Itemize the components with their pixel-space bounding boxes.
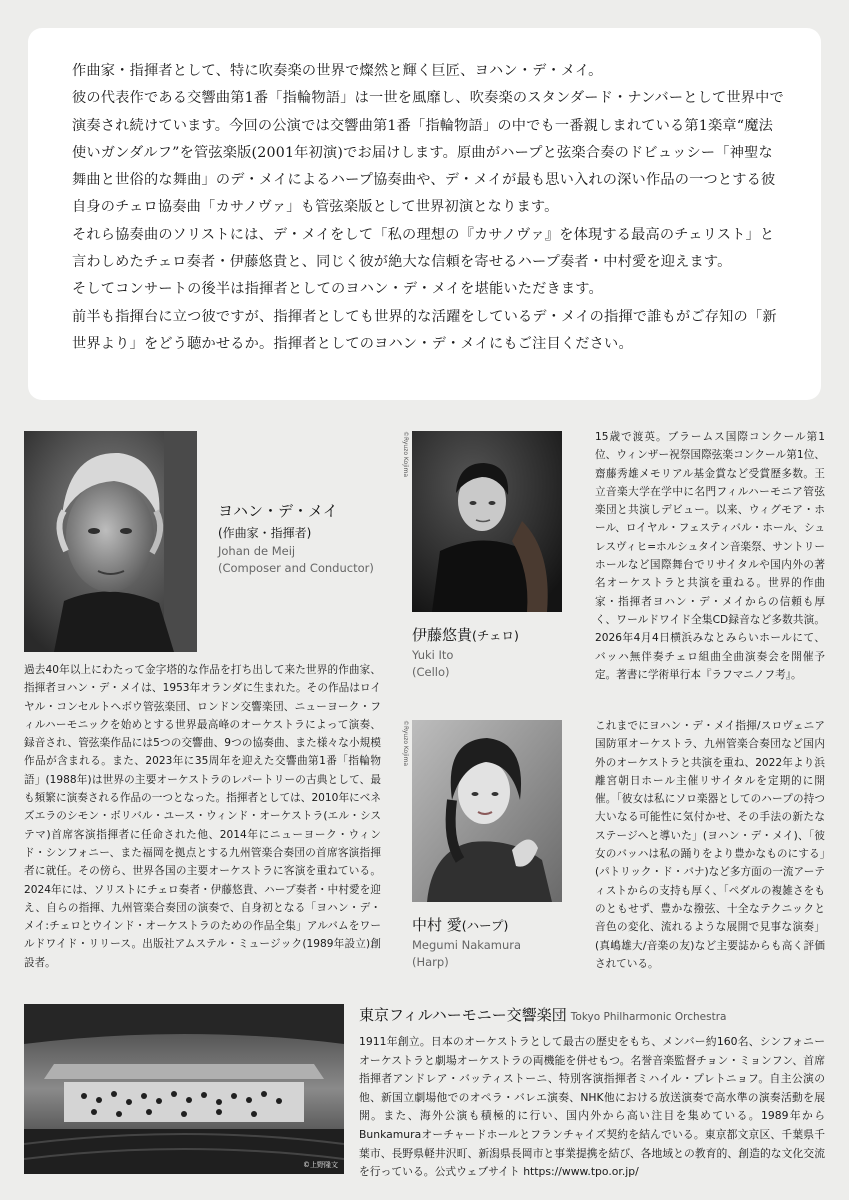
ito-name <box>412 624 519 645</box>
intro-paragraph: それら協奏曲のソリストには、デ・メイをして「私の理想の『カサノヴァ』を体現する最高のチェリスト」と言わしめたチェロ奏者・伊藤悠貴と、同じく彼が絶大な信頼を寄せるハープ奏者・中村愛を迎えます。 <box>72 226 775 271</box>
orchestra-title <box>359 1004 726 1025</box>
intro-paragraph: 前半も指揮台に立つ彼ですが、指揮者としても世界的な活躍をしているデ・メイの指揮で誰もがご存知の「新世界より」をどう聴かせるか。指揮者としてのヨハン・デ・メイにもご注目ください。 <box>72 308 777 352</box>
orchestra-bio: 1911年創立。日本のオーケストラとして最古の歴史をもち、メンバー約160名、シンフォニーオーケストラと劇場オーケストラの両機能を併せもつ。名誉音楽監督チョン・ミョンフン、首席指揮者アンドレア・バッティストーニ、特別客演指揮者ミハイル・プレトニョフ。自主公演の他、新国立劇場他でのオペラ・バレエ演奏、NHK他における放送演奏で高水準の演奏活動を展開。また、海外公演も積極的に行い、国内外から高い注目を集めている。1989年からBunkamuraオーチャードホールとフランチャイズ契約を結んでいる。東京都文京区、千葉県千葉市、長野県軽井沢町、新潟県長岡市と事業提携を結び、各地域との教育的、創造的な文化交流を行っている。公式ウェブサイト https://www.tpo.or.jp/ <box>359 1035 825 1179</box>
nakamura-name-text: 中村 愛 <box>412 916 462 934</box>
ito-role-en: (Cello) <box>412 665 450 679</box>
orchestra-name-en: Tokyo Philharmonic Orchestra <box>570 1011 727 1023</box>
nakamura-role-en: (Harp) <box>412 955 449 969</box>
nakamura-caption <box>412 914 521 971</box>
orchestra-photo <box>24 1004 344 1174</box>
nakamura-name-en: Megumi Nakamura <box>412 938 522 952</box>
intro-text <box>72 58 784 358</box>
nakamura-photo <box>412 720 562 902</box>
orchestra-photo-credit: ©上野隆文 <box>303 1161 338 1169</box>
intro-box <box>28 28 821 400</box>
intro-paragraph: 彼の代表作である交響曲第1番「指輪物語」は一世を風靡し、吹奏楽のスタンダード・ナンバーとして世界中で演奏され続けています。今回の公演では交響曲第1番「指輪物語」の中でも一番親しまれている第1楽章“魔法使いガンダルフ”を管弦楽版(2001年初演)でお届けします。原曲がハープと弦楽合奏のドビュッシー「神聖な舞曲と世俗的な舞曲」のデ・メイによるハープ協奏曲や、デ・メイが最も思い入れの深い作品の一つとする彼自身のチェロ協奏曲「カサノヴァ」も管弦楽版として世界初演となります。 <box>72 90 784 216</box>
demeij-name: ヨハン・デ・メイ <box>218 502 338 520</box>
ito-name-text: 伊藤悠貴 <box>412 626 473 644</box>
demeij-caption <box>218 500 374 577</box>
intro-paragraph: そしてコンサートの後半は指揮者としてのヨハン・デ・メイを堪能いただきます。 <box>72 281 603 298</box>
ito-bio: 15歳で渡英。ブラームス国際コンクール第1位、ウィンザー祝祭国際弦楽コンクール第1位、齋藤秀雄メモリアル基金賞など受賞歴多数。王立音楽大学在学中に名門フィルハーモニア管弦楽団と共演しデビュー。以来、ウィグモア・ホール、ロイヤル・フェスティバル・ホール、シュレスヴィヒ=ホルシュタイン音楽祭、サントリーホールなど国際舞台でリサイタルや国内外の著名オーケストラと共演を重ねる。世界的作曲家・指揮者ヨハン・デ・メイからの信頼も厚く、ワールドワイド全集CD録音など多数共演。2026年4月4日横浜みなとみらいホールにて、バッハ無伴奏チェロ組曲全曲演奏会を開催予定。著書に学術単行本『ラフマニノフ考』。 <box>595 431 825 681</box>
nakamura-name <box>412 914 521 935</box>
demeij-role-en: (Composer and Conductor) <box>218 561 374 575</box>
demeij-role: (作曲家・指揮者) <box>218 526 312 540</box>
demeij-photo <box>24 431 197 652</box>
nakamura-bio: これまでにヨハン・デ・メイ指揮/スロヴェニア国防軍オーケストラ、九州管楽合奏団など国内外のオーケストラと共演を重ね、2022年より浜離宮朝日ホール主催リサイタルを定期的に開催。「彼女は私にソロ楽器としてのハープの持つ大いなる可能性に気付かせ、その手法の新たなステージへと導いた」(ヨハン・デ・メイ)、「彼女のバッハは私の踊りをより豊かなものにする」(パトリック・ド・バナ)など多方面の一流アーティストからの支持も厚く、「ペダルの複雑さをものともせず、豊かな撥弦、十全なテクニックと音色の変化、流れるような展開で見事な演奏」(真嶋雄大/音楽の友)など主要誌からも高く評価されている。 <box>595 720 825 970</box>
intro-paragraph: 作曲家・指揮者として、特に吹奏楽の世界で燦然と輝く巨匠、ヨハン・デ・メイ。 <box>72 63 603 79</box>
ito-photo <box>412 431 562 612</box>
nakamura-role: (ハープ) <box>461 918 509 933</box>
demeij-bio: 過去40年以上にわたって金字塔的な作品を打ち出して来た世界的作曲家、指揮者ヨハン・デ・メイは、1953年オランダに生まれた。その作品はロイヤル・コンセルトヘボウ管弦楽団、ロンドン交響楽団、ニューヨーク・フィルハーモニックを始めとする世界最高峰のオーケストラによって演奏、録音され、管弦楽作品には5つの交響曲、9つの協奏曲、また様々な小規模作品が含まれる。また、2023年に35周年を迎えた交響曲第1番「指輪物語」(1988年)は世界の主要オーケストラのレパートリーの古典として、最も頻繁に演奏される作品の一つとなった。指揮者としては、2010年にベネズエラのシモン・ボリバル・ユース・ウィンド・オーケストラ(エル・システマ)首席客演指揮者に任命された他、2014年にニューヨーク・ウィンド・シンフォニー、また福岡を拠点とする九州管楽合奏団の首席客演指揮者に就任。その傍ら、世界各国の主要オーケストラに客演を重ねている。2024年には、ソリストにチェロ奏者・伊藤悠貴、ハープ奏者・中村愛を迎え、自らの指揮、九州管楽合奏団の演奏で、自身初となる「ヨハン・デ・メイ:チェロとウインド・オーケストラのための作品全集」アルバムをワールドワイド・リリース。出版社アムステル・ミュージック(1989年設立)創設者。 <box>24 664 381 969</box>
orchestra-name: 東京フィルハーモニー交響楽団 <box>359 1006 567 1024</box>
ito-caption <box>412 624 519 681</box>
ito-role: (チェロ) <box>472 628 519 643</box>
ito-photo-credit: ©Ryuzo Kojima <box>402 431 409 478</box>
nakamura-photo-credit: ©Ryuzo Kojima <box>402 720 409 767</box>
ito-name-en: Yuki Ito <box>412 648 454 662</box>
demeij-name-en: Johan de Meij <box>218 544 296 558</box>
